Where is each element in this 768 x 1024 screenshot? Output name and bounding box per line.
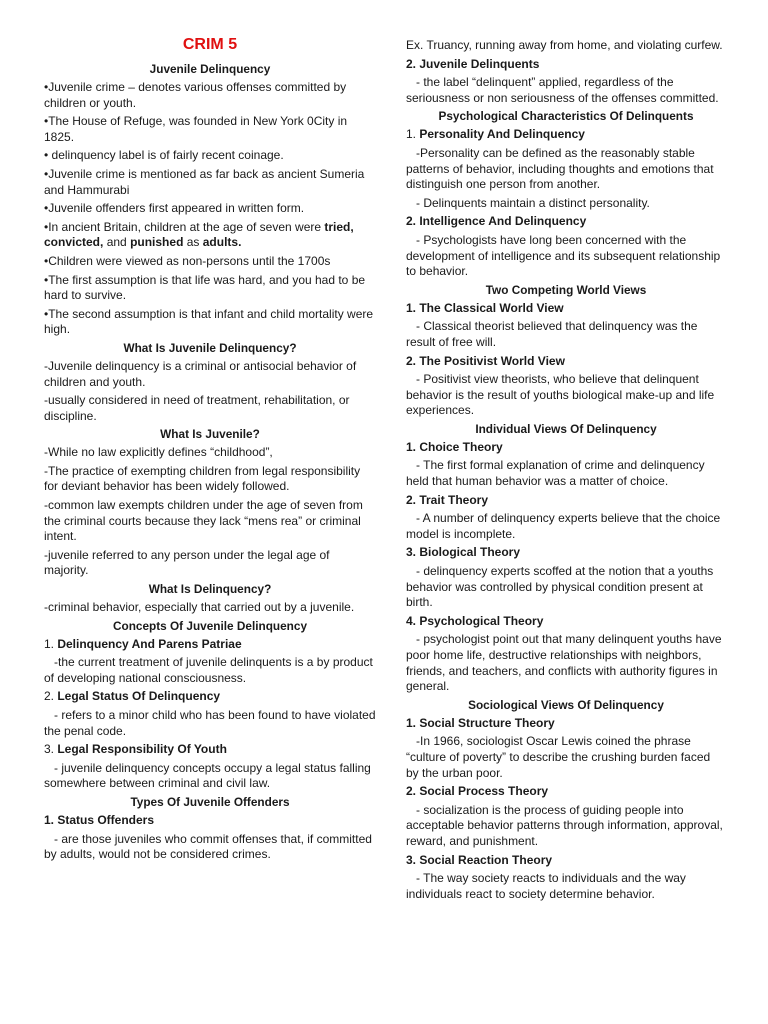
heading-world-views: Two Competing World Views (485, 282, 647, 297)
personality-title (406, 127, 726, 143)
britain-bold-3: adults. (202, 235, 242, 250)
concept-name: Delinquency And Parens Patriae (57, 636, 242, 651)
bullet-item: •Children were viewed as non-persons until the 1700s (44, 253, 331, 268)
britain-bold-2: punished (130, 235, 184, 250)
bullet-item: •The House of Refuge, was founded in New York 0City in 1825. (44, 114, 348, 144)
intelligence-title: 2. Intelligence And Delinquency (406, 214, 587, 229)
britain-bold-1: tried, convicted, (44, 219, 354, 250)
heading-what-is-delinquency: What Is Delinquency? (148, 582, 272, 597)
paragraph: -usually considered in need of treatment, rehabilitation, or discipline. (44, 393, 350, 423)
social-process-body: - socialization is the process of guiding people into acceptable behavior patterns through information, approval, reward, and punishment. (406, 802, 723, 848)
biological-theory-body: - delinquency experts scoffed at the notion that a youths behavior was controlled by physical condition present at birth. (406, 564, 714, 610)
heading-concepts: Concepts Of Juvenile Delinquency (112, 618, 308, 633)
britain-text: •In ancient Britain, children at the age of seven were (44, 219, 325, 234)
social-structure-title: 1. Social Structure Theory (406, 715, 555, 730)
left-column (44, 36, 376, 866)
social-reaction-title: 3. Social Reaction Theory (406, 852, 553, 867)
paragraph: -The practice of exempting children from legal responsibility for deviant behavior has been widely followed. (44, 463, 361, 494)
paragraph: -common law exempts children under the age of seven from the criminal courts because they lack “mens rea” or criminal intent. (44, 498, 363, 544)
personality-body: -Personality can be defined as the reasonably stable patterns of behavior, including thoughts and emotions that distinguish one person from another. (406, 145, 714, 192)
britain-text: as (183, 235, 203, 250)
social-structure-body: -In 1966, sociologist Oscar Lewis coined the phrase “culture of poverty” to describe the crushing burden faced by the urban poor. (406, 734, 711, 780)
document-title: CRIM 5 (182, 36, 238, 53)
psychological-theory-title: 4. Psychological Theory (406, 613, 544, 628)
concept-body: - juvenile delinquency concepts occupy a legal status falling somewhere between criminal and civil law. (44, 760, 371, 791)
classical-title: 1. The Classical World View (406, 300, 564, 315)
concept-body: -the current treatment of juvenile delinquents is a by product of developing national consciousness. (44, 655, 373, 685)
heading-sociological-views: Sociological Views Of Delinquency (468, 697, 664, 712)
status-offenders-title: 1. Status Offenders (44, 812, 155, 827)
personality-name: Personality And Delinquency (419, 127, 585, 142)
britain-text: and (103, 235, 131, 250)
heading-what-is-juvenile: What Is Juvenile? (160, 427, 260, 442)
concept-number: 1. (44, 636, 58, 651)
bullet-item: •Juvenile crime is mentioned as far back as ancient Sumeria and Hammurabi (44, 166, 365, 197)
bullet-item: •The first assumption is that life was hard, and you had to be hard to survive. (44, 272, 366, 303)
concept-title (44, 637, 376, 653)
paragraph: -While no law explicitly defines “childhood”, (44, 445, 273, 460)
social-reaction-body: - The way society reacts to individuals and the way individuals react to society determine behavior. (406, 871, 686, 901)
heading-juvenile-delinquency: Juvenile Delinquency (149, 62, 271, 76)
intelligence-body: - Psychologists have long been concerned with the development of intelligence and its subsequent relationship to behavior. (406, 232, 721, 279)
psychological-theory-body: - psychologist point out that many delinquent youths have poor home life, destructive relationships with neighbors, friends, and teachers, and conflicts with authority figures in general. (406, 632, 722, 694)
bullet-item: •Juvenile offenders first appeared in written form. (44, 201, 305, 216)
paragraph: -Juvenile delinquency is a criminal or antisocial behavior of children and youth. (44, 358, 357, 389)
trait-theory-body: - A number of delinquency experts believe that the choice model is incomplete. (406, 511, 721, 541)
heading-types-of-offenders: Types Of Juvenile Offenders (130, 794, 290, 809)
social-process-title: 2. Social Process Theory (406, 784, 549, 799)
positivist-body: - Positivist view theorists, who believe that delinquent behavior is the result of youths biological make-up and life experiences. (406, 372, 715, 418)
paragraph: -juvenile referred to any person under the legal age of majority. (44, 547, 330, 578)
heading-what-is-juvenile-delinquency: What Is Juvenile Delinquency? (123, 340, 297, 355)
paragraph: -criminal behavior, especially that carried out by a juvenile. (44, 600, 355, 615)
juvenile-delinquents-body: - the label “delinquent” applied, regardless of the seriousness or non seriousness of the offenses committed. (406, 75, 719, 105)
heading-individual-views: Individual Views Of Delinquency (475, 421, 657, 436)
concept-title (44, 689, 376, 705)
choice-theory-body: - The first formal explanation of crime and delinquency held that human behavior was a matter of choice. (406, 458, 705, 489)
classical-body: - Classical theorist believed that delinquency was the result of free will. (406, 319, 698, 349)
heading-psychological-characteristics: Psychological Characteristics Of Delinquents (438, 109, 694, 124)
concept-number: 2. (44, 689, 58, 704)
choice-theory-title: 1. Choice Theory (406, 439, 503, 454)
personality-number: 1. (406, 127, 420, 142)
bullet-item: • delinquency label is of fairly recent coinage. (44, 148, 284, 163)
juvenile-delinquents-title: 2. Juvenile Delinquents (406, 56, 540, 71)
bullet-item: •Juvenile crime – denotes various offenses committed by children or youth. (44, 80, 347, 110)
right-column (406, 38, 726, 905)
bullet-item: •The second assumption is that infant and child mortality were high. (44, 306, 374, 337)
concept-title (44, 742, 376, 758)
personality-body-2: - Delinquents maintain a distinct personality. (416, 195, 650, 210)
concept-name: Legal Status Of Delinquency (57, 689, 221, 704)
trait-theory-title: 2. Trait Theory (406, 492, 489, 507)
concept-body: - refers to a minor child who has been found to have violated the penal code. (44, 708, 376, 738)
positivist-title: 2. The Positivist World View (406, 353, 565, 368)
biological-theory-title: 3. Biological Theory (406, 545, 521, 560)
concept-name: Legal Responsibility Of Youth (57, 742, 227, 757)
concept-number: 3. (44, 742, 58, 757)
status-offenders-body: - are those juveniles who commit offenses that, if committed by adults, would not be considered crimes. (44, 831, 372, 862)
bullet-item-britain (44, 220, 376, 251)
example-text: Ex. Truancy, running away from home, and violating curfew. (406, 38, 723, 52)
